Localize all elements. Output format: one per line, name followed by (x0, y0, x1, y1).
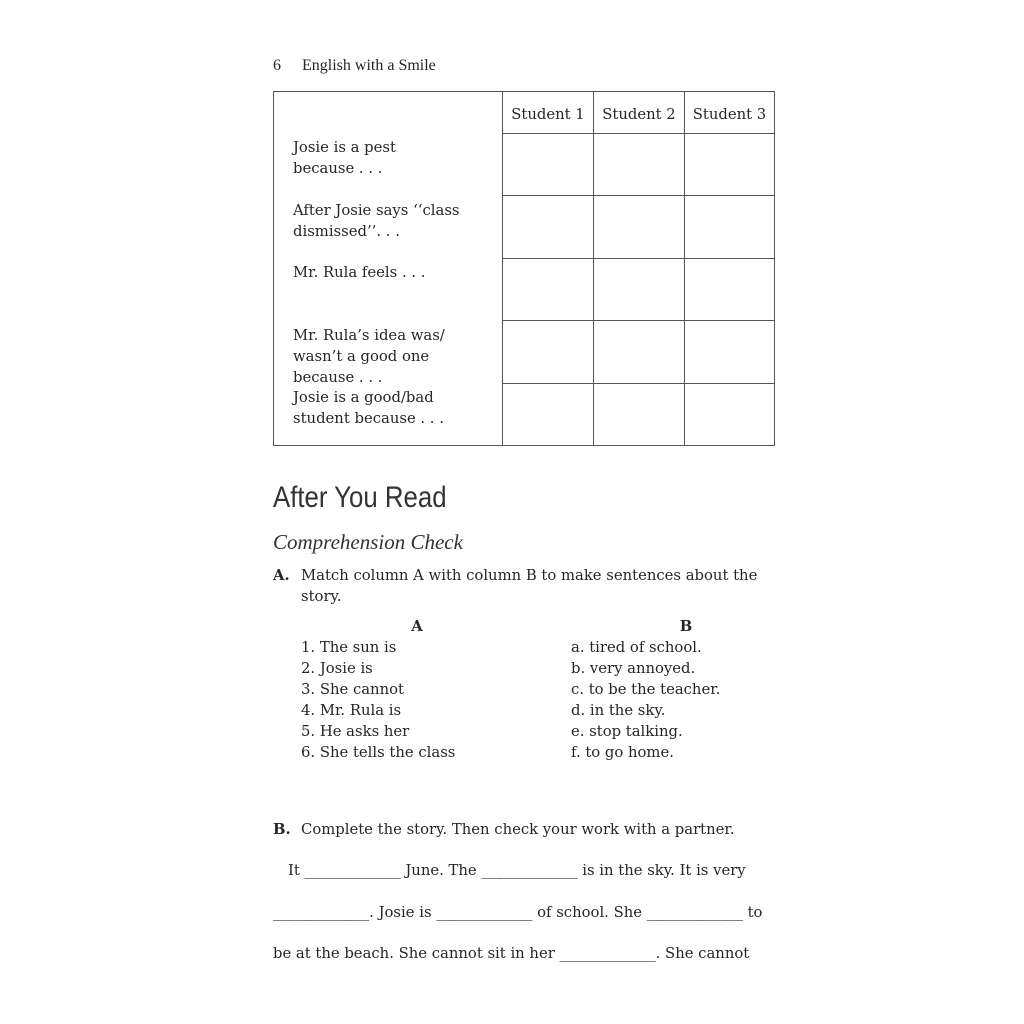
story-line: It _____________ June. The _____________ is in the sky. It is very (288, 862, 746, 879)
prompt-line: Josie is a pest (293, 139, 396, 156)
answer-cell (503, 384, 593, 445)
story-line: be at the beach. She cannot sit in her _____________. She cannot (273, 945, 750, 962)
column-a-item: 4. Mr. Rula is (301, 702, 402, 719)
prompt-rula-idea (293, 325, 445, 388)
prompt-line: wasn’t a good one (293, 348, 430, 365)
answer-cell (685, 259, 774, 320)
answer-cell (685, 321, 774, 383)
prompt-line: Mr. Rula’s idea was/ (293, 327, 445, 344)
prompt-line: After Josie says ‘‘class (293, 202, 460, 219)
answer-cell (685, 384, 774, 445)
exercise-a-instruction: Match column A with column B to make sentences about the story. (301, 567, 758, 605)
answer-cell (503, 321, 593, 383)
story-line: _____________. Josie is _____________ of school. She _____________ to (273, 904, 763, 921)
prompt-class-dismissed (293, 200, 460, 242)
column-header-student-1: Student 1 (503, 92, 593, 133)
answer-cell (685, 196, 774, 258)
column-header-student-3: Student 3 (685, 92, 774, 133)
answer-cell (594, 321, 684, 383)
column-b-item: b. very annoyed. (571, 660, 696, 677)
exercise-b-instruction: Complete the story. Then check your work with a partner. (301, 821, 735, 838)
column-a-item: 5. He asks her (301, 723, 410, 740)
column-a-item: 6. She tells the class (301, 744, 456, 761)
column-b-list (571, 637, 720, 763)
answer-cell (594, 196, 684, 258)
column-a-item: 1. The sun is (301, 639, 397, 656)
column-header-student-2: Student 2 (594, 92, 684, 133)
prompt-line: student because . . . (293, 410, 444, 427)
prompt-line: dismissed’’. . . (293, 223, 400, 240)
column-b-header: B (679, 618, 693, 635)
column-b-item: a. tired of school. (571, 639, 702, 656)
column-b-item: e. stop talking. (571, 723, 683, 740)
column-a-item: 3. She cannot (301, 681, 404, 698)
prompt-josie-pest (293, 137, 396, 179)
answer-cell (503, 196, 593, 258)
answer-cell (594, 259, 684, 320)
answer-cell (503, 259, 593, 320)
running-head (273, 56, 436, 76)
prompt-column (274, 92, 502, 445)
prompt-line: because . . . (293, 369, 383, 386)
page-number: 6 (273, 57, 281, 74)
response-table (273, 91, 775, 446)
prompt-line: Mr. Rula feels . . . (293, 264, 426, 281)
answer-cell (685, 134, 774, 195)
column-a-item: 2. Josie is (301, 660, 373, 677)
exercise-a-label: A. (273, 567, 290, 584)
prompt-line: Josie is a good/bad (293, 389, 434, 406)
exercise-b-label: B. (273, 821, 291, 838)
column-a-header: A (411, 618, 423, 635)
column-b-item: f. to go home. (571, 744, 674, 761)
column-a-list (301, 637, 455, 763)
prompt-rula-feels (293, 262, 425, 283)
student-grid (502, 92, 774, 445)
answer-cell (503, 134, 593, 195)
prompt-line: because . . . (293, 160, 383, 177)
prompt-good-bad-student (293, 387, 444, 429)
answer-cell (594, 134, 684, 195)
answer-cell (594, 384, 684, 445)
column-b-item: d. in the sky. (571, 702, 666, 719)
column-b-item: c. to be the teacher. (571, 681, 721, 698)
book-title: English with a Smile (302, 57, 436, 74)
section-subtitle: Comprehension Check (273, 530, 463, 554)
section-title: After You Read (273, 481, 447, 514)
